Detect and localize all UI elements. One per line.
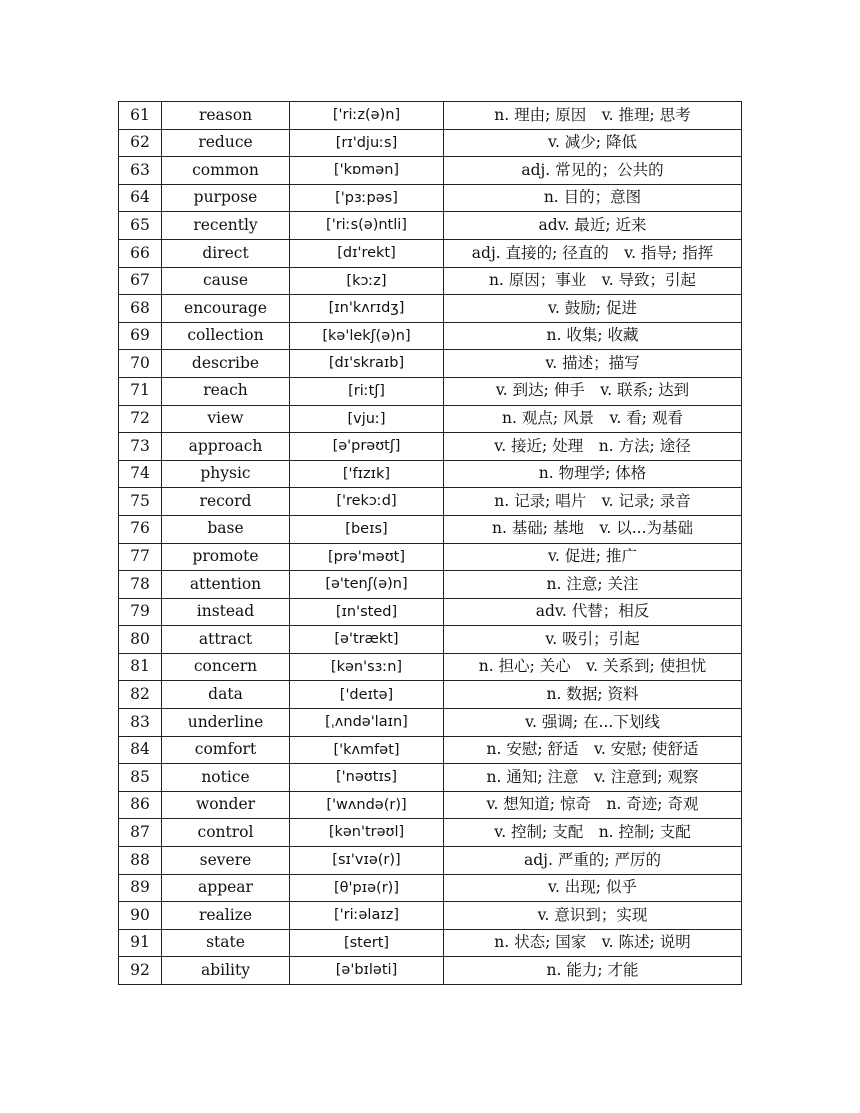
phonetic: ['fɪzɪk] bbox=[290, 460, 444, 488]
table-row bbox=[119, 626, 742, 654]
table-row bbox=[119, 488, 742, 516]
word: purpose bbox=[162, 184, 290, 212]
word: reduce bbox=[162, 129, 290, 157]
table-row bbox=[119, 847, 742, 875]
row-number: 69 bbox=[119, 322, 162, 350]
definition: n. 目的；意图 bbox=[444, 184, 742, 212]
row-number: 90 bbox=[119, 902, 162, 930]
row-number: 71 bbox=[119, 377, 162, 405]
word: record bbox=[162, 488, 290, 516]
word: wonder bbox=[162, 791, 290, 819]
row-number: 84 bbox=[119, 736, 162, 764]
phonetic: ['riːs(ə)ntli] bbox=[290, 212, 444, 240]
word: attract bbox=[162, 626, 290, 654]
word: ability bbox=[162, 957, 290, 985]
definition: v. 强调; 在...下划线 bbox=[444, 709, 742, 737]
word: cause bbox=[162, 267, 290, 295]
table-row bbox=[119, 515, 742, 543]
row-number: 78 bbox=[119, 571, 162, 599]
definition: n. 注意; 关注 bbox=[444, 571, 742, 599]
word: realize bbox=[162, 902, 290, 930]
definition: n. 能力; 才能 bbox=[444, 957, 742, 985]
table-row bbox=[119, 405, 742, 433]
table-row bbox=[119, 157, 742, 185]
definition: v. 想知道; 惊奇 n. 奇迹; 奇观 bbox=[444, 791, 742, 819]
word: encourage bbox=[162, 295, 290, 323]
definition: v. 促进; 推广 bbox=[444, 543, 742, 571]
phonetic: ['pɜːpəs] bbox=[290, 184, 444, 212]
phonetic: [kən'sɜːn] bbox=[290, 653, 444, 681]
definition: n. 通知; 注意 v. 注意到; 观察 bbox=[444, 764, 742, 792]
table-row bbox=[119, 212, 742, 240]
phonetic: [θ'pɪə(r)] bbox=[290, 874, 444, 902]
phonetic: [riːtʃ] bbox=[290, 377, 444, 405]
definition: n. 记录; 唱片 v. 记录; 录音 bbox=[444, 488, 742, 516]
table-row bbox=[119, 681, 742, 709]
word: notice bbox=[162, 764, 290, 792]
word: approach bbox=[162, 433, 290, 461]
word: view bbox=[162, 405, 290, 433]
phonetic: ['deɪtə] bbox=[290, 681, 444, 709]
row-number: 91 bbox=[119, 929, 162, 957]
row-number: 67 bbox=[119, 267, 162, 295]
definition: n. 物理学; 体格 bbox=[444, 460, 742, 488]
definition: n. 理由; 原因 v. 推理; 思考 bbox=[444, 102, 742, 130]
row-number: 61 bbox=[119, 102, 162, 130]
row-number: 85 bbox=[119, 764, 162, 792]
phonetic: [ə'prəʊtʃ] bbox=[290, 433, 444, 461]
table-row bbox=[119, 819, 742, 847]
definition: adv. 代替；相反 bbox=[444, 598, 742, 626]
phonetic: [kɔːz] bbox=[290, 267, 444, 295]
row-number: 92 bbox=[119, 957, 162, 985]
row-number: 79 bbox=[119, 598, 162, 626]
definition: n. 担心; 关心 v. 关系到; 使担忧 bbox=[444, 653, 742, 681]
definition: v. 描述；描写 bbox=[444, 350, 742, 378]
word: promote bbox=[162, 543, 290, 571]
row-number: 73 bbox=[119, 433, 162, 461]
table-row bbox=[119, 957, 742, 985]
table-row bbox=[119, 736, 742, 764]
row-number: 65 bbox=[119, 212, 162, 240]
row-number: 83 bbox=[119, 709, 162, 737]
row-number: 70 bbox=[119, 350, 162, 378]
definition: adj. 严重的; 严厉的 bbox=[444, 847, 742, 875]
definition: n. 基础; 基地 v. 以...为基础 bbox=[444, 515, 742, 543]
row-number: 82 bbox=[119, 681, 162, 709]
phonetic: [vjuː] bbox=[290, 405, 444, 433]
table-row bbox=[119, 377, 742, 405]
definition: v. 意识到；实现 bbox=[444, 902, 742, 930]
row-number: 64 bbox=[119, 184, 162, 212]
definition: v. 到达; 伸手 v. 联系; 达到 bbox=[444, 377, 742, 405]
table-row bbox=[119, 295, 742, 323]
phonetic: [dɪ'rekt] bbox=[290, 239, 444, 267]
phonetic: [sɪ'vɪə(r)] bbox=[290, 847, 444, 875]
definition: n. 数据; 资料 bbox=[444, 681, 742, 709]
word: underline bbox=[162, 709, 290, 737]
definition: adj. 直接的; 径直的 v. 指导; 指挥 bbox=[444, 239, 742, 267]
definition: n. 原因；事业 v. 导致；引起 bbox=[444, 267, 742, 295]
word: severe bbox=[162, 847, 290, 875]
word: attention bbox=[162, 571, 290, 599]
phonetic: [prə'məʊt] bbox=[290, 543, 444, 571]
definition: n. 收集; 收藏 bbox=[444, 322, 742, 350]
phonetic: ['riːəlaɪz] bbox=[290, 902, 444, 930]
phonetic: [ə'bɪləti] bbox=[290, 957, 444, 985]
word: describe bbox=[162, 350, 290, 378]
table-row bbox=[119, 543, 742, 571]
row-number: 72 bbox=[119, 405, 162, 433]
table-row bbox=[119, 902, 742, 930]
table-row bbox=[119, 322, 742, 350]
table-row bbox=[119, 874, 742, 902]
word: concern bbox=[162, 653, 290, 681]
row-number: 63 bbox=[119, 157, 162, 185]
word: recently bbox=[162, 212, 290, 240]
word: comfort bbox=[162, 736, 290, 764]
phonetic: [ˌʌndə'laɪn] bbox=[290, 709, 444, 737]
table-row bbox=[119, 764, 742, 792]
definition: adv. 最近; 近来 bbox=[444, 212, 742, 240]
vocabulary-table-body bbox=[119, 102, 742, 985]
word: reach bbox=[162, 377, 290, 405]
definition: v. 控制; 支配 n. 控制; 支配 bbox=[444, 819, 742, 847]
phonetic: ['kɒmən] bbox=[290, 157, 444, 185]
definition: n. 安慰; 舒适 v. 安慰; 使舒适 bbox=[444, 736, 742, 764]
phonetic: [kə'lekʃ(ə)n] bbox=[290, 322, 444, 350]
table-row bbox=[119, 433, 742, 461]
phonetic: [stert] bbox=[290, 929, 444, 957]
word: state bbox=[162, 929, 290, 957]
phonetic: [ɪn'kʌrɪdʒ] bbox=[290, 295, 444, 323]
row-number: 75 bbox=[119, 488, 162, 516]
table-row bbox=[119, 129, 742, 157]
word: instead bbox=[162, 598, 290, 626]
row-number: 66 bbox=[119, 239, 162, 267]
phonetic: [dɪ'skraɪb] bbox=[290, 350, 444, 378]
table-row bbox=[119, 184, 742, 212]
table-row bbox=[119, 598, 742, 626]
word: control bbox=[162, 819, 290, 847]
row-number: 62 bbox=[119, 129, 162, 157]
table-row bbox=[119, 571, 742, 599]
definition: v. 出现; 似乎 bbox=[444, 874, 742, 902]
word: appear bbox=[162, 874, 290, 902]
row-number: 74 bbox=[119, 460, 162, 488]
word: base bbox=[162, 515, 290, 543]
row-number: 77 bbox=[119, 543, 162, 571]
phonetic: ['rekɔːd] bbox=[290, 488, 444, 516]
table-row bbox=[119, 102, 742, 130]
phonetic: [rɪ'djuːs] bbox=[290, 129, 444, 157]
word: common bbox=[162, 157, 290, 185]
phonetic: ['riːz(ə)n] bbox=[290, 102, 444, 130]
table-row bbox=[119, 929, 742, 957]
row-number: 68 bbox=[119, 295, 162, 323]
word: data bbox=[162, 681, 290, 709]
row-number: 80 bbox=[119, 626, 162, 654]
table-row bbox=[119, 653, 742, 681]
phonetic: [ə'tenʃ(ə)n] bbox=[290, 571, 444, 599]
phonetic: [ɪn'sted] bbox=[290, 598, 444, 626]
definition: n. 观点; 风景 v. 看; 观看 bbox=[444, 405, 742, 433]
phonetic: [kən'trəʊl] bbox=[290, 819, 444, 847]
table-row bbox=[119, 791, 742, 819]
vocabulary-table bbox=[118, 101, 742, 985]
phonetic: [ə'trækt] bbox=[290, 626, 444, 654]
row-number: 89 bbox=[119, 874, 162, 902]
table-row bbox=[119, 239, 742, 267]
word: physic bbox=[162, 460, 290, 488]
definition: v. 减少; 降低 bbox=[444, 129, 742, 157]
row-number: 86 bbox=[119, 791, 162, 819]
phonetic: ['kʌmfət] bbox=[290, 736, 444, 764]
definition: v. 吸引；引起 bbox=[444, 626, 742, 654]
definition: v. 接近; 处理 n. 方法; 途径 bbox=[444, 433, 742, 461]
phonetic: ['nəʊtɪs] bbox=[290, 764, 444, 792]
definition: n. 状态; 国家 v. 陈述; 说明 bbox=[444, 929, 742, 957]
phonetic: ['wʌndə(r)] bbox=[290, 791, 444, 819]
phonetic: [beɪs] bbox=[290, 515, 444, 543]
row-number: 81 bbox=[119, 653, 162, 681]
row-number: 88 bbox=[119, 847, 162, 875]
table-row bbox=[119, 350, 742, 378]
row-number: 76 bbox=[119, 515, 162, 543]
row-number: 87 bbox=[119, 819, 162, 847]
definition: v. 鼓励; 促进 bbox=[444, 295, 742, 323]
table-row bbox=[119, 460, 742, 488]
word: collection bbox=[162, 322, 290, 350]
table-row bbox=[119, 709, 742, 737]
definition: adj. 常见的；公共的 bbox=[444, 157, 742, 185]
table-row bbox=[119, 267, 742, 295]
word: direct bbox=[162, 239, 290, 267]
word: reason bbox=[162, 102, 290, 130]
